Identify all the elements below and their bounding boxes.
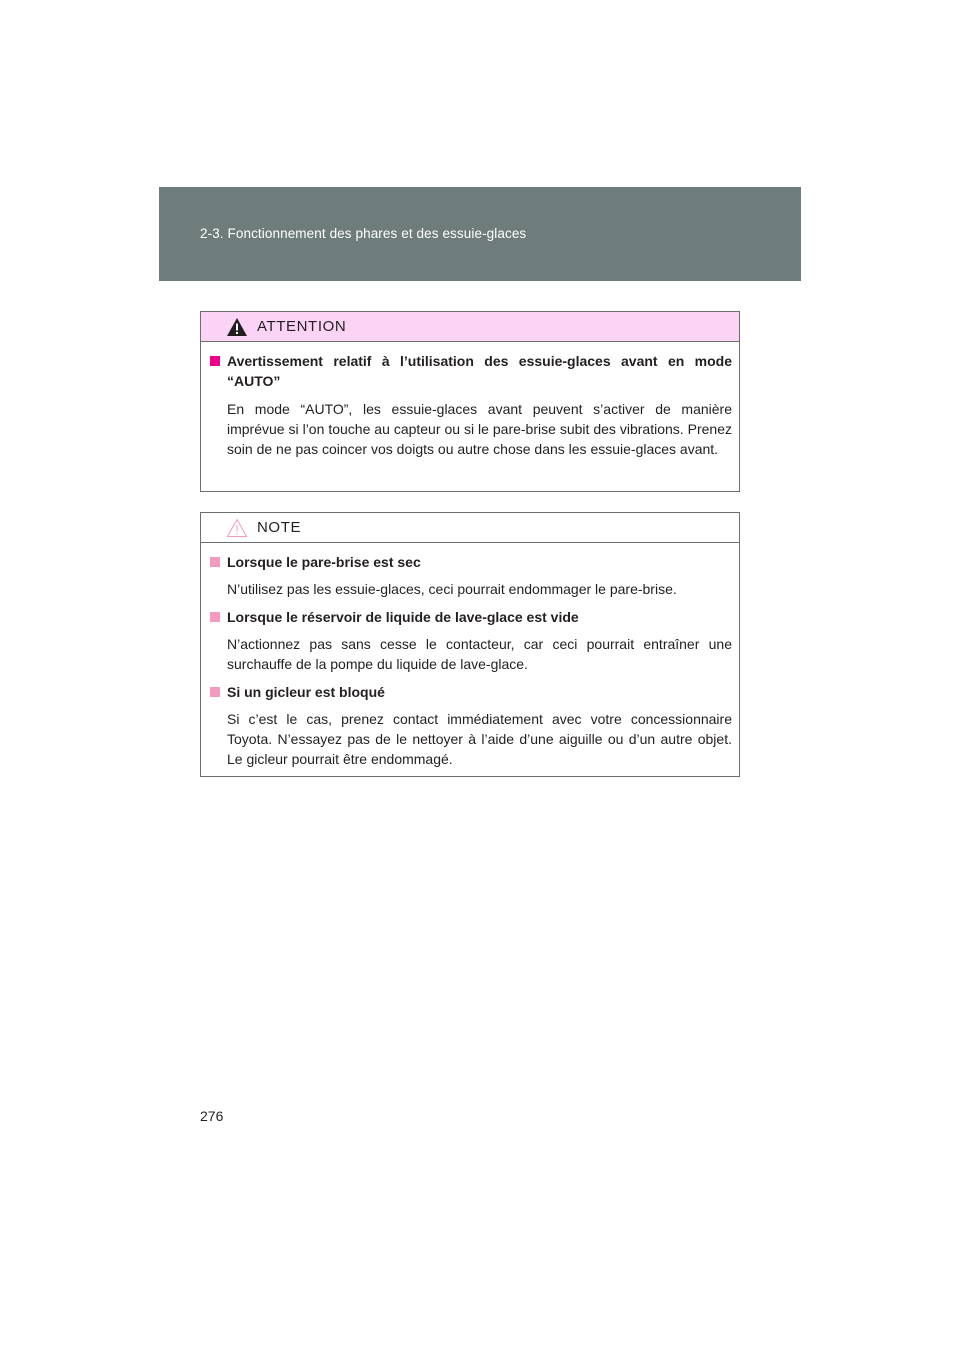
attention-header — [201, 312, 739, 342]
warning-triangle-outline-icon — [226, 518, 248, 538]
warning-triangle-filled-icon — [226, 317, 248, 337]
note-item-text: Si c’est le cas, prenez contact immédiatement avec votre concessionnaire Toyota. N’essayez pas de le nettoyer à l’aide d’une aiguille ou d’un autre objet. Le gicleur pourrait être endommagé. — [227, 711, 732, 767]
square-bullet-icon — [210, 612, 220, 622]
page-number: 276 — [200, 1108, 224, 1124]
attention-item-title — [210, 351, 732, 391]
note-item-title — [210, 552, 732, 572]
attention-body — [201, 342, 739, 459]
section-title: 2-3. Fonctionnement des phares et des essuie-glaces — [200, 226, 527, 241]
note-item-title — [210, 682, 732, 702]
note-item-title-text: Si un gicleur est bloqué — [227, 684, 385, 700]
attention-box — [200, 311, 740, 492]
note-item-text: N’actionnez pas sans cesse le contacteur, car ceci pourrait entraîner une surchauffe de la pompe du liquide de lave-glace. — [227, 636, 732, 672]
note-box — [200, 512, 740, 777]
note-body — [201, 543, 739, 769]
note-item-text: N’utilisez pas les essuie-glaces, ceci pourrait endommager le pare-brise. — [227, 581, 677, 597]
attention-item-text: En mode “AUTO”, les essuie-glaces avant peuvent s’activer de manière imprévue si l’on touche au capteur ou si le pare-brise subit des vibrations. Prenez soin de ne pas coincer vos doigts ou autre chose dans les essuie-glaces avant. — [227, 401, 732, 457]
note-label: NOTE — [257, 519, 302, 536]
square-bullet-icon — [210, 687, 220, 697]
attention-item-title-text: Avertissement relatif à l’utilisation des essuie-glaces avant en mode “AUTO” — [227, 353, 732, 389]
square-bullet-icon — [210, 557, 220, 567]
note-item-title-text: Lorsque le réservoir de liquide de lave-glace est vide — [227, 609, 579, 625]
section-header-band — [159, 187, 801, 281]
note-item-title-text: Lorsque le pare-brise est sec — [227, 554, 421, 570]
square-bullet-icon — [210, 356, 220, 366]
note-item-title — [210, 607, 732, 627]
attention-label: ATTENTION — [257, 318, 347, 335]
note-header — [201, 513, 739, 543]
